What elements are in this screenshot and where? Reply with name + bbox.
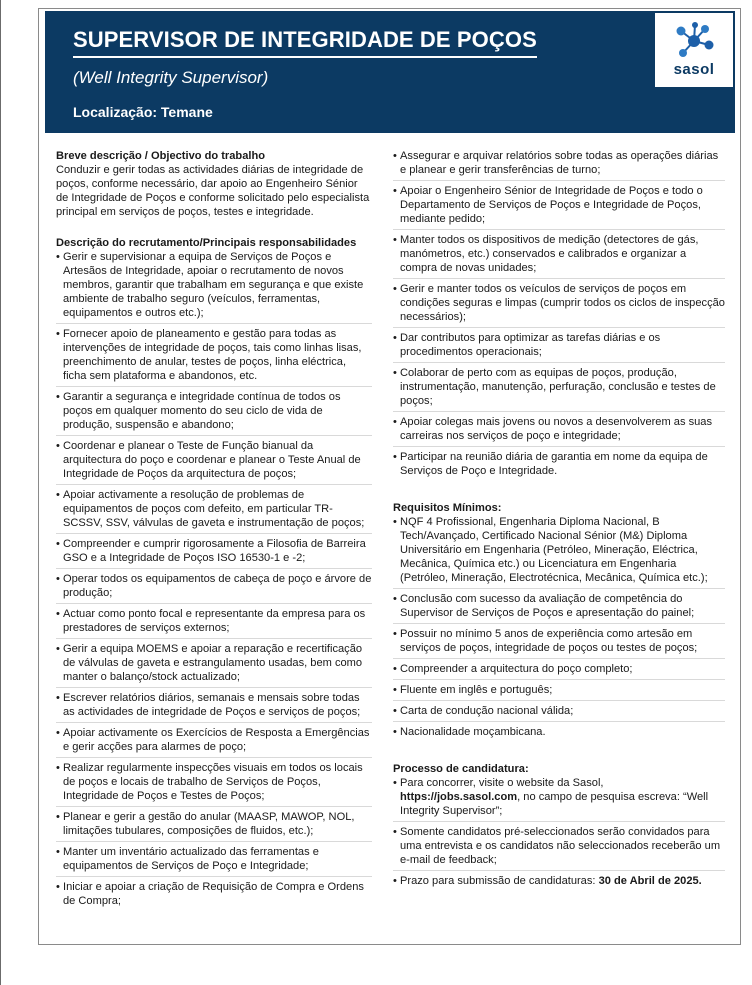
application-title: Processo de candidatura: — [393, 763, 529, 775]
list-item: • Apoiar o Engenheiro Sénior de Integridade de Poços e todo o Departamento de Serviços de Poços e Integridade de Poços, mediante pedido; — [393, 184, 725, 230]
job-location: Localização: Temane — [73, 104, 213, 120]
jobs-link[interactable]: https://jobs.sasol.com — [400, 791, 518, 803]
application-step-1-text: Para concorrer, visite o website da Sasol, — [400, 777, 604, 789]
brief-title: Breve descrição / Objectivo do trabalho — [56, 150, 265, 162]
list-item: • Carta de condução nacional válida; — [393, 704, 725, 722]
deadline-date: 30 de Abril de 2025. — [598, 875, 702, 887]
list-item: • Possuir no mínimo 5 anos de experiência como artesão em serviços de poços, integridade de poços ou testes de poços; — [393, 627, 725, 659]
application-list — [393, 776, 725, 891]
list-item: • Manter todos os dispositivos de medição (detectores de gás, manómetros, etc.) conservados e calibrados e organizar a compra de novas unidades; — [393, 233, 725, 279]
list-item: • Iniciar e apoiar a criação de Requisição de Compra e Ordens de Compra; — [56, 880, 372, 911]
list-item: • Manter um inventário actualizado das ferramentas e equipamentos de Serviços de Poço e Integridade; — [56, 845, 372, 877]
requirements-list — [393, 515, 725, 742]
sasol-molecule-icon — [673, 21, 715, 61]
list-item: • Apoiar activamente os Exercícios de Resposta a Emergências e gerir acções para alarmes de poço; — [56, 726, 372, 758]
application-step-1-rest: , no campo de pesquisa escreva: “Well Integrity Supervisor”; — [400, 791, 709, 817]
responsibilities-list-right — [393, 149, 725, 481]
sasol-logo-text: sasol — [673, 61, 715, 78]
list-item: • Operar todos os equipamentos de cabeça de poço e árvore de produção; — [56, 572, 372, 604]
list-item: • Gerir e supervisionar a equipa de Serviços de Poços e Artesãos de Integridade, apoiar o recrutamento de novos membros, garantir que trabalham em segurança e que existe ambiente de trabalho seguro (veículos, ferramentas, equipamentos e outros etc.); — [56, 250, 372, 324]
list-item: • Nacionalidade moçambicana. — [393, 725, 725, 742]
job-advert-page — [38, 8, 741, 945]
list-item: • Participar na reunião diária de garantia em nome da equipa de Serviços de Poço e Integridade. — [393, 450, 725, 481]
job-title: SUPERVISOR DE INTEGRIDADE DE POÇOS — [73, 27, 537, 58]
responsibilities-list-left — [56, 250, 372, 911]
job-subtitle: (Well Integrity Supervisor) — [73, 68, 269, 87]
list-item — [393, 874, 725, 891]
requirements-title: Requisitos Mínimos: — [393, 502, 502, 514]
deadline-label: Prazo para submissão de candidaturas: — [400, 875, 599, 887]
left-column — [56, 149, 372, 914]
list-item: • Fluente em inglês e português; — [393, 683, 725, 701]
list-item: • Coordenar e planear o Teste de Função bianual da arquitectura do poço e coordenar e planear o Teste Anual de Integridade de Poços da arquitectura de poços; — [56, 439, 372, 485]
list-item: • Conclusão com sucesso da avaliação de competência do Supervisor de Serviços de Poços e apresentação do painel; — [393, 592, 725, 624]
list-item: • Gerir a equipa MOEMS e apoiar a reparação e recertificação de válvulas de gaveta e estrangulamento usadas, bem como manter o balanço/stock actualizado; — [56, 642, 372, 688]
list-item: • Apoiar colegas mais jovens ou novos a desenvolverem as suas carreiras nos serviços de poço e integridade; — [393, 415, 725, 447]
list-item: • Compreender a arquitectura do poço completo; — [393, 662, 725, 680]
list-item: • Somente candidatos pré-seleccionados serão convidados para uma entrevista e os candidatos não seleccionados receberão um e-mail de feedback; — [393, 825, 725, 871]
brief-text: Conduzir e gerir todas as actividades diárias de integridade de poços, conforme necessário, dar apoio ao Engenheiro Sénior de Integridade de Poços e conforme solicitado pelo especialista principal em serviços de poços, testes e integridade. — [56, 164, 370, 218]
list-item: • Assegurar e arquivar relatórios sobre todas as operações diárias e planear e gerir transferências de turno; — [393, 149, 725, 181]
list-item: • Escrever relatórios diários, semanais e mensais sobre todas as actividades de integridade de Poços e serviços de poços; — [56, 691, 372, 723]
list-item: • Fornecer apoio de planeamento e gestão para todas as intervenções de integridade de poços, tais como linhas lisas, preenchimento de anular, testes de poços, linha eléctrica, ficha sem plataforma e abandonos, etc. — [56, 327, 372, 387]
list-item: • Planear e gerir a gestão do anular (MAASP, MAWOP, NOL, limitações tubulares, composições de fluidos, etc.); — [56, 810, 372, 842]
list-item — [393, 776, 725, 822]
list-item: • Colaborar de perto com as equipas de poços, produção, instrumentação, manutenção, perfuração, conclusão e testes de poços; — [393, 366, 725, 412]
list-item: • Gerir e manter todos os veículos de serviços de poços em condições seguras e limpas (cumprir todos os ciclos de inspecção necessários); — [393, 282, 725, 328]
responsibilities-title: Descrição do recrutamento/Principais responsabilidades — [56, 237, 357, 249]
list-item: • NQF 4 Profissional, Engenharia Diploma Nacional, B Tech/Avançado, Certificado Nacional Sénior (M&) Diploma Universitário em Engenharia (Petróleo, Mineração, Eléctrica, Mecânica, Química etc.) ou Licenciatura em Engenharia (Petróleo, Mineração, Electrotécnica, Mecânica, Química etc.); — [393, 515, 725, 589]
left-frame-line — [0, 0, 1, 985]
right-column — [393, 149, 725, 894]
list-item: • Garantir a segurança e integridade contínua de todos os poços em qualquer momento do seu ciclo de vida de produção, suspensão e abandono; — [56, 390, 372, 436]
list-item: • Dar contributos para optimizar as tarefas diárias e os procedimentos operacionais; — [393, 331, 725, 363]
list-item: • Apoiar activamente a resolução de problemas de equipamentos de poços com defeito, em particular TR-SCSSV, SSV, válvulas de gaveta e instrumentação de poços; — [56, 488, 372, 534]
list-item: • Realizar regularmente inspecções visuais em todos os locais de poços e locais de trabalho de Serviços de Poços, Integridade de Poços e Testes de Poços; — [56, 761, 372, 807]
header-banner — [45, 11, 735, 133]
list-item: • Actuar como ponto focal e representante da empresa para os prestadores de serviços externos; — [56, 607, 372, 639]
list-item: • Compreender e cumprir rigorosamente a Filosofia de Barreira GSO e a Integridade de Poços ISO 16530-1 e -2; — [56, 537, 372, 569]
sasol-logo — [655, 13, 733, 87]
